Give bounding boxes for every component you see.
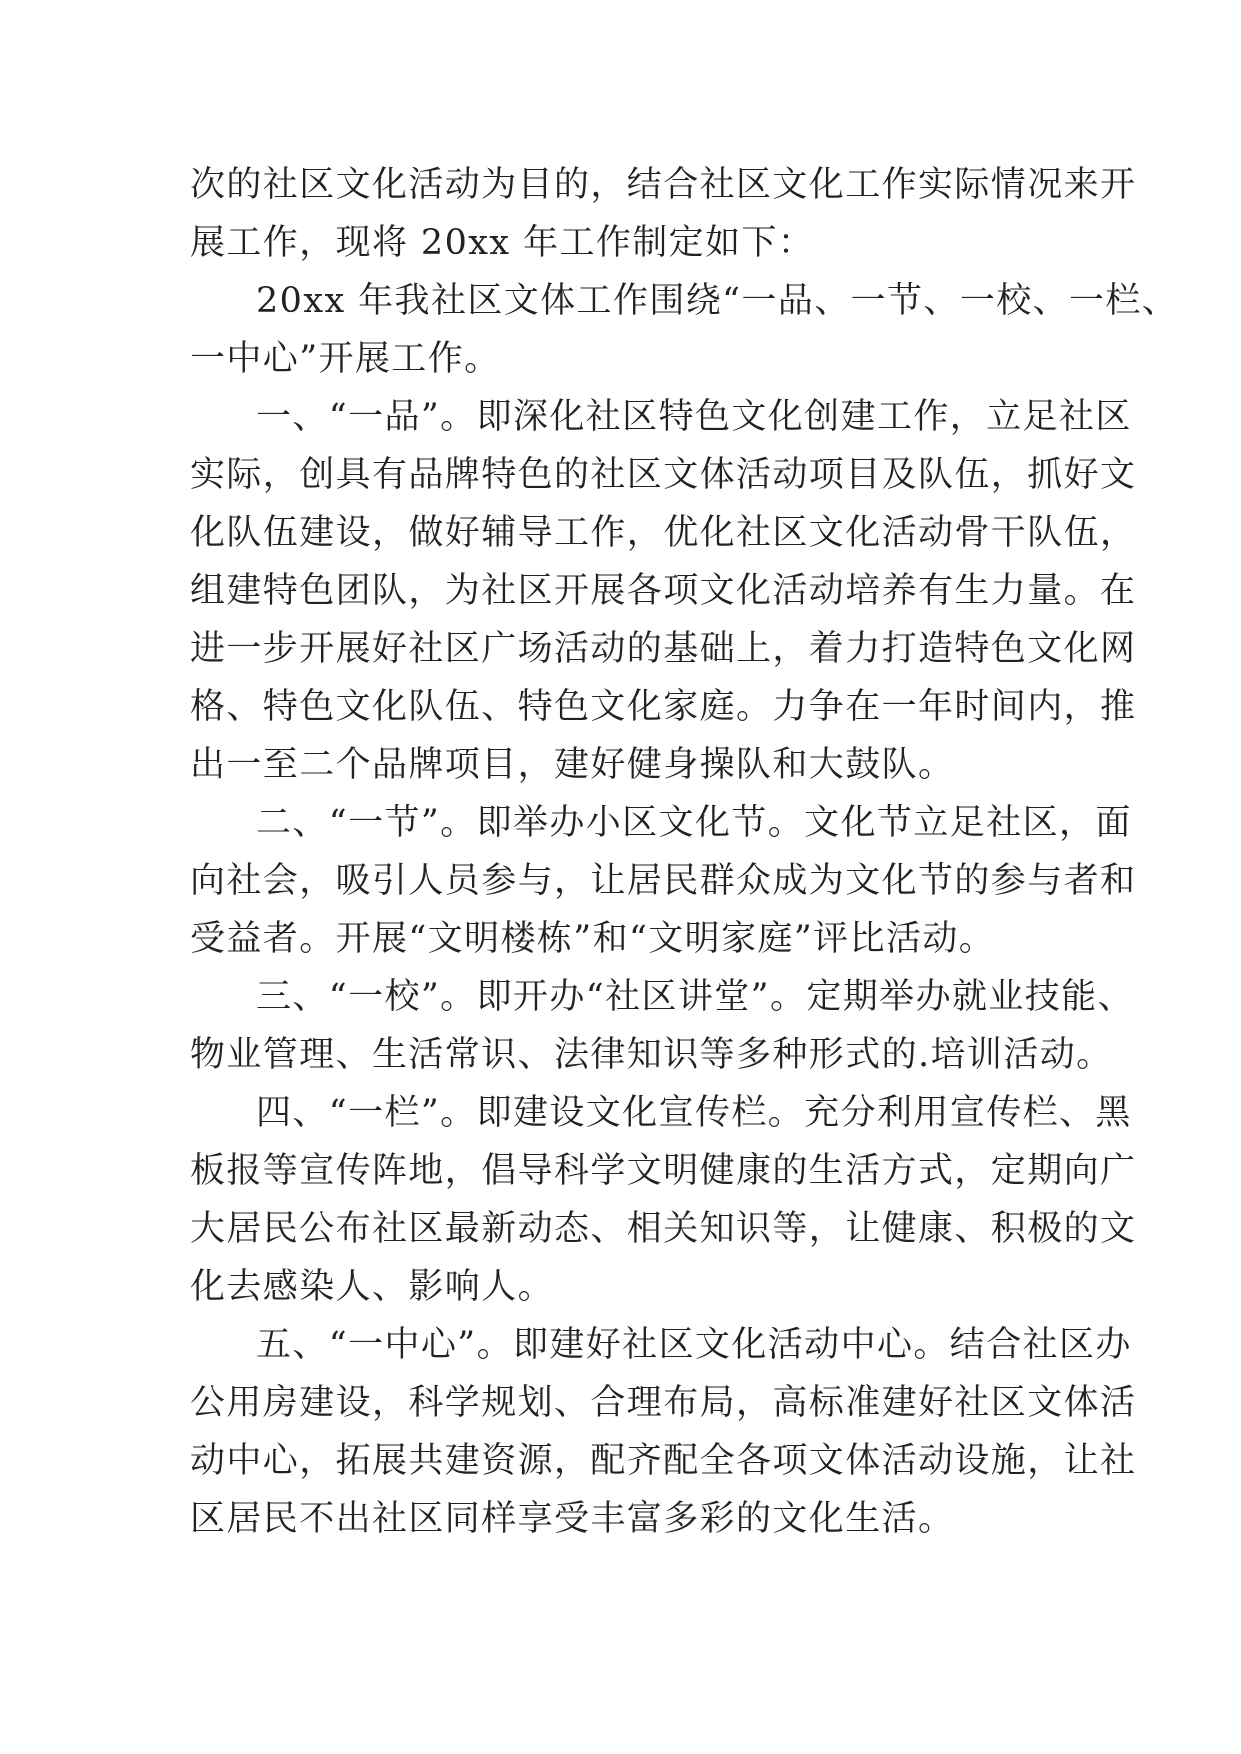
text-line: 20xx 年我社区文体工作围绕“一品、一节、一校、一栏、	[256, 281, 1179, 321]
text-line: 化去感染人、影响人。	[190, 1267, 555, 1307]
text-line: 一中心”开展工作。	[190, 339, 501, 379]
text-line: 组建特色团队，为社区开展各项文化活动培养有生力量。在	[190, 571, 1137, 611]
text-line: 进一步开展好社区广场活动的基础上，着力打造特色文化网	[190, 629, 1137, 669]
text-line: 一、“一品”。即深化社区特色文化创建工作，立足社区	[256, 397, 1132, 437]
text-line: 大居民公布社区最新动态、相关知识等，让健康、积极的文	[190, 1209, 1137, 1249]
text-line: 化队伍建设，做好辅导工作，优化社区文化活动骨干队伍，	[190, 513, 1137, 553]
text-line: 次的社区文化活动为目的，结合社区文化工作实际情况来开	[190, 165, 1137, 205]
text-line: 四、“一栏”。即建设文化宣传栏。充分利用宣传栏、黑	[256, 1093, 1132, 1133]
text-line: 实际，创具有品牌特色的社区文体活动项目及队伍，抓好文	[190, 455, 1137, 495]
text-line: 区居民不出社区同样享受丰富多彩的文化生活。	[190, 1499, 955, 1539]
text-line: 五、“一中心”。即建好社区文化活动中心。结合社区办	[256, 1325, 1132, 1365]
text-line: 展工作，现将 20xx 年工作制定如下：	[190, 223, 815, 263]
text-line: 物业管理、生活常识、法律知识等多种形式的.培训活动。	[190, 1035, 1113, 1075]
text-line: 公用房建设，科学规划、合理布局，高标准建好社区文体活	[190, 1383, 1137, 1423]
text-line: 向社会，吸引人员参与，让居民群众成为文化节的参与者和	[190, 861, 1137, 901]
text-line: 格、特色文化队伍、特色文化家庭。力争在一年时间内，推	[190, 687, 1137, 727]
text-line: 出一至二个品牌项目，建好健身操队和大鼓队。	[190, 745, 955, 785]
text-line: 动中心，拓展共建资源，配齐配全各项文体活动设施，让社	[190, 1441, 1137, 1481]
text-line: 受益者。开展“文明楼栋”和“文明家庭”评比活动。	[190, 919, 996, 959]
text-line: 三、“一校”。即开办“社区讲堂”。定期举办就业技能、	[256, 977, 1134, 1017]
text-line: 二、“一节”。即举办小区文化节。文化节立足社区，面	[256, 803, 1132, 843]
text-line: 板报等宣传阵地，倡导科学文明健康的生活方式，定期向广	[190, 1151, 1137, 1191]
